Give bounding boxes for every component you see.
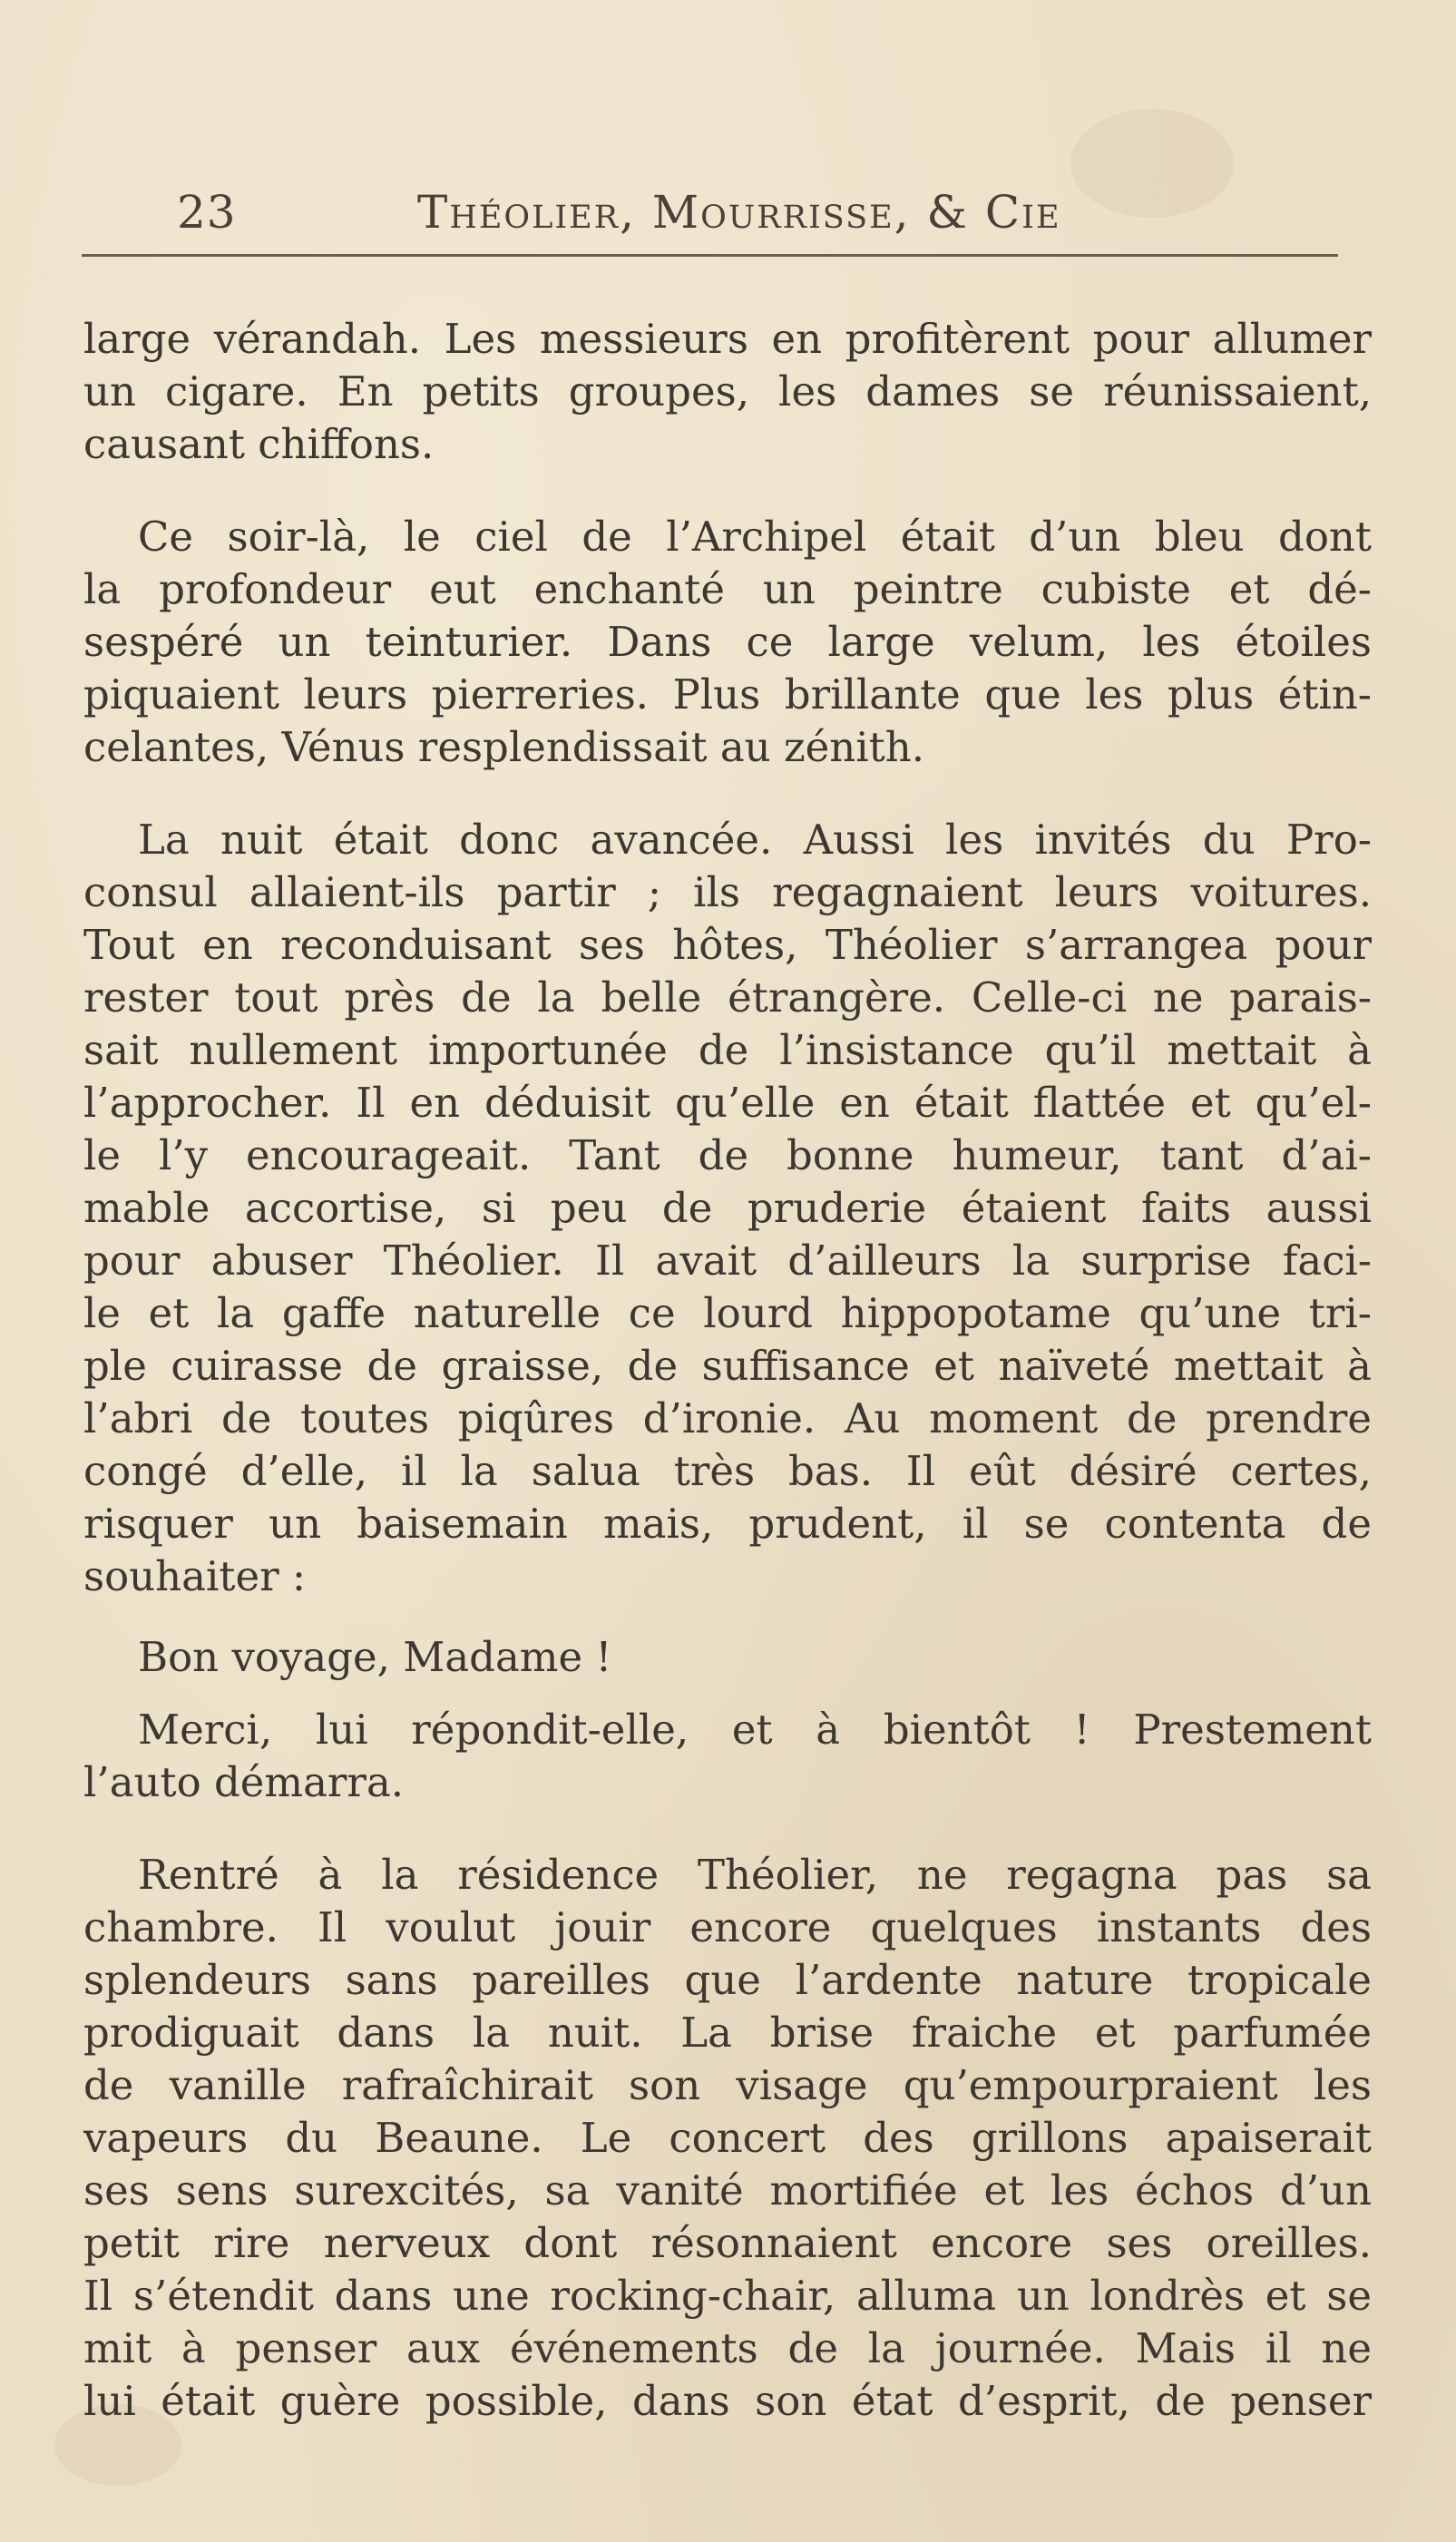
- text-line: de vanille rafraîchirait son visage qu’empourpraient les: [83, 2061, 1372, 2109]
- text-line: Rentré à la résidence Théolier, ne regagna pas sa: [138, 1851, 1372, 1899]
- text-line: piquaient leurs pierreries. Plus brillante que les plus étin-: [83, 670, 1372, 719]
- text-line: Il s’étendit dans une rocking-chair, alluma un londrès et se: [83, 2272, 1372, 2320]
- text-line: chambre. Il voulut jouir encore quelques instants des: [83, 1903, 1372, 1951]
- text-line: causant chiffons.: [83, 420, 435, 468]
- text-line: splendeurs sans pareilles que l’ardente nature tropicale: [83, 1956, 1372, 2004]
- text-line: pour abuser Théolier. Il avait d’ailleurs la surprise faci-: [83, 1237, 1372, 1285]
- text-line: le l’y encourageait. Tant de bonne humeur, tant d’ai-: [83, 1131, 1372, 1179]
- text-line: sait nullement importunée de l’insistance qu’il mettait à: [83, 1026, 1372, 1074]
- header-rule: [82, 254, 1338, 257]
- text-line: souhaiter :: [83, 1552, 307, 1600]
- text-line: risquer un baisemain mais, prudent, il se contenta de: [83, 1500, 1372, 1548]
- text-line: congé d’elle, il la salua très bas. Il eût désiré certes,: [83, 1447, 1372, 1495]
- text-line: lui était guère possible, dans son état d’esprit, de penser: [83, 2377, 1372, 2425]
- text-line: Bon voyage, Madame !: [138, 1633, 612, 1681]
- text-line: ses sens surexcités, sa vanité mortifiée et les échos d’un: [83, 2166, 1372, 2214]
- text-line: ple cuirasse de graisse, de suffisance et naïveté mettait à: [83, 1342, 1372, 1390]
- text-line: l’abri de toutes piqûres d’ironie. Au moment de prendre: [83, 1394, 1372, 1442]
- running-head: [0, 186, 1456, 249]
- text-line: le et la gaffe naturelle ce lourd hippopotame qu’une tri-: [83, 1289, 1372, 1337]
- text-line: prodiguait dans la nuit. La brise fraiche et parfumée: [83, 2009, 1372, 2057]
- text-line: vapeurs du Beaune. Le concert des grillons apaiserait: [83, 2114, 1372, 2162]
- text-line: l’approcher. Il en déduisit qu’elle en était flattée et qu’el-: [83, 1079, 1372, 1127]
- text-line: celantes, Vénus resplendissait au zénith.: [83, 723, 925, 771]
- text-line: rester tout près de la belle étrangère. Celle-ci ne parais-: [83, 973, 1372, 1022]
- text-line: large vérandah. Les messieurs en profitèrent pour allumer: [83, 315, 1372, 363]
- text-line: mable accortise, si peu de pruderie étaient faits aussi: [83, 1184, 1372, 1232]
- text-line: un cigare. En petits groupes, les dames se réunissaient,: [83, 367, 1372, 416]
- text-line: Tout en reconduisant ses hôtes, Théolier s’arrangea pour: [83, 921, 1372, 969]
- text-line: Merci, lui répondit-elle, et à bientôt ! Prestement: [138, 1706, 1372, 1754]
- text-line: Ce soir-là, le ciel de l’Archipel était d’un bleu dont: [138, 513, 1372, 561]
- running-title: Théolier, Mourrisse, & Cie: [417, 186, 1061, 239]
- page-number: 23: [177, 186, 237, 239]
- text-line: sespéré un teinturier. Dans ce large velum, les étoiles: [83, 618, 1372, 666]
- text-line: mit à penser aux événements de la journée. Mais il ne: [83, 2324, 1372, 2372]
- text-line: La nuit était donc avancée. Aussi les invités du Pro-: [138, 816, 1372, 864]
- text-line: petit rire nerveux dont résonnaient encore ses oreilles.: [83, 2219, 1372, 2267]
- text-line: la profondeur eut enchanté un peintre cubiste et dé-: [83, 565, 1372, 613]
- text-line: consul allaient-ils partir ; ils regagnaient leurs voitures.: [83, 868, 1372, 916]
- text-line: l’auto démarra.: [83, 1758, 405, 1806]
